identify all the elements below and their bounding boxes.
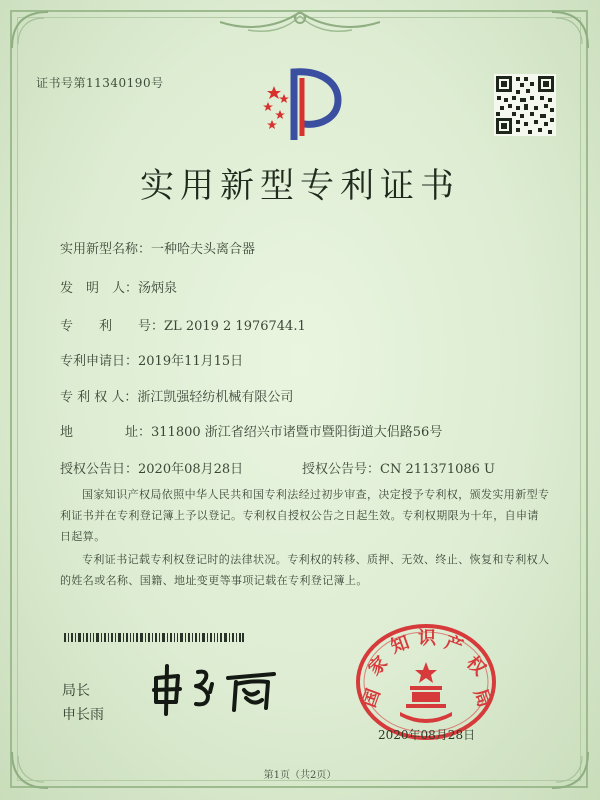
grant-announcement-number-label: 授权公告号： <box>302 462 381 477</box>
patent-number-value: ZL 2019 2 1976744.1 <box>164 319 306 334</box>
utility-model-name-label: 实用新型名称： <box>60 242 152 257</box>
grant-paragraph-1: 国家知识产权局依照中华人民共和国专利法经过初步审查，决定授予专利权，颁发实用新型专利证书并在专利登记簿上予以登记。专利权自授权公告之日起生效。专利权期限为十年，自申请日起算。 <box>60 488 550 543</box>
director-title: 局长 <box>62 683 90 699</box>
svg-text:知: 知 <box>388 631 413 658</box>
grant-statement <box>60 484 550 547</box>
director-name: 申长雨 <box>62 707 104 723</box>
corner-ornament-top-right <box>546 8 592 54</box>
certificate-title: 实用新型专利证书 <box>140 166 460 206</box>
handwritten-signature <box>150 662 290 716</box>
svg-text:识: 识 <box>418 628 436 649</box>
address-value: 311800 浙江省绍兴市诸暨市暨阳街道大侣路56号 <box>151 425 443 440</box>
svg-text:局: 局 <box>469 686 496 711</box>
filing-date-value: 2019年11月15日 <box>138 354 244 369</box>
grant-announcement-number-value: CN 211371086 U <box>380 462 495 477</box>
grant-paragraph-2: 专利证书记载专利权登记时的法律状况。专利权的转移、质押、无效、终止、恢复和专利权人的姓名或名称、国籍、地址变更等事项记载在专利登记簿上。 <box>60 553 550 587</box>
inventor-label: 发 明 人： <box>60 281 139 296</box>
svg-text:家: 家 <box>364 652 392 680</box>
utility-model-name-value: 一种哈夫头离合器 <box>151 242 256 257</box>
top-ornament <box>210 8 390 38</box>
qr-code <box>494 74 556 136</box>
patent-number-label: 专 利 号： <box>60 319 165 334</box>
address-row <box>60 421 442 440</box>
grant-announcement-date-value: 2020年08月28日 <box>138 462 244 477</box>
cnipa-logo <box>258 66 350 144</box>
inventor-row <box>60 277 177 296</box>
filing-date-label: 专利申请日： <box>60 354 139 369</box>
address-label: 地 址： <box>60 425 152 440</box>
svg-text:国: 国 <box>358 686 385 711</box>
patent-number-row <box>60 315 306 334</box>
utility-model-name-row <box>60 238 255 257</box>
svg-text:权: 权 <box>462 652 490 680</box>
inventor-value: 汤炳泉 <box>138 281 178 296</box>
corner-ornament-top-left <box>8 8 54 54</box>
grant-announcement-number-row <box>302 458 495 477</box>
page-number: 第1页（共2页） <box>263 770 337 781</box>
filing-date-row <box>60 350 243 369</box>
patentee-row <box>60 386 293 405</box>
barcode <box>64 633 244 642</box>
certificate-number: 证书号第11340190号 <box>36 76 164 90</box>
patentee-label: 专 利 权 人： <box>60 390 138 405</box>
grant-announcement-date-label: 授权公告日： <box>60 462 139 477</box>
grant-announcement-date-row <box>60 458 243 477</box>
legal-status-statement <box>60 549 550 591</box>
official-seal <box>352 622 500 742</box>
issue-date: 2020年08月28日 <box>378 728 476 742</box>
patentee-value: 浙江凯强轻纺机械有限公司 <box>137 390 294 405</box>
svg-text:产: 产 <box>441 631 466 658</box>
